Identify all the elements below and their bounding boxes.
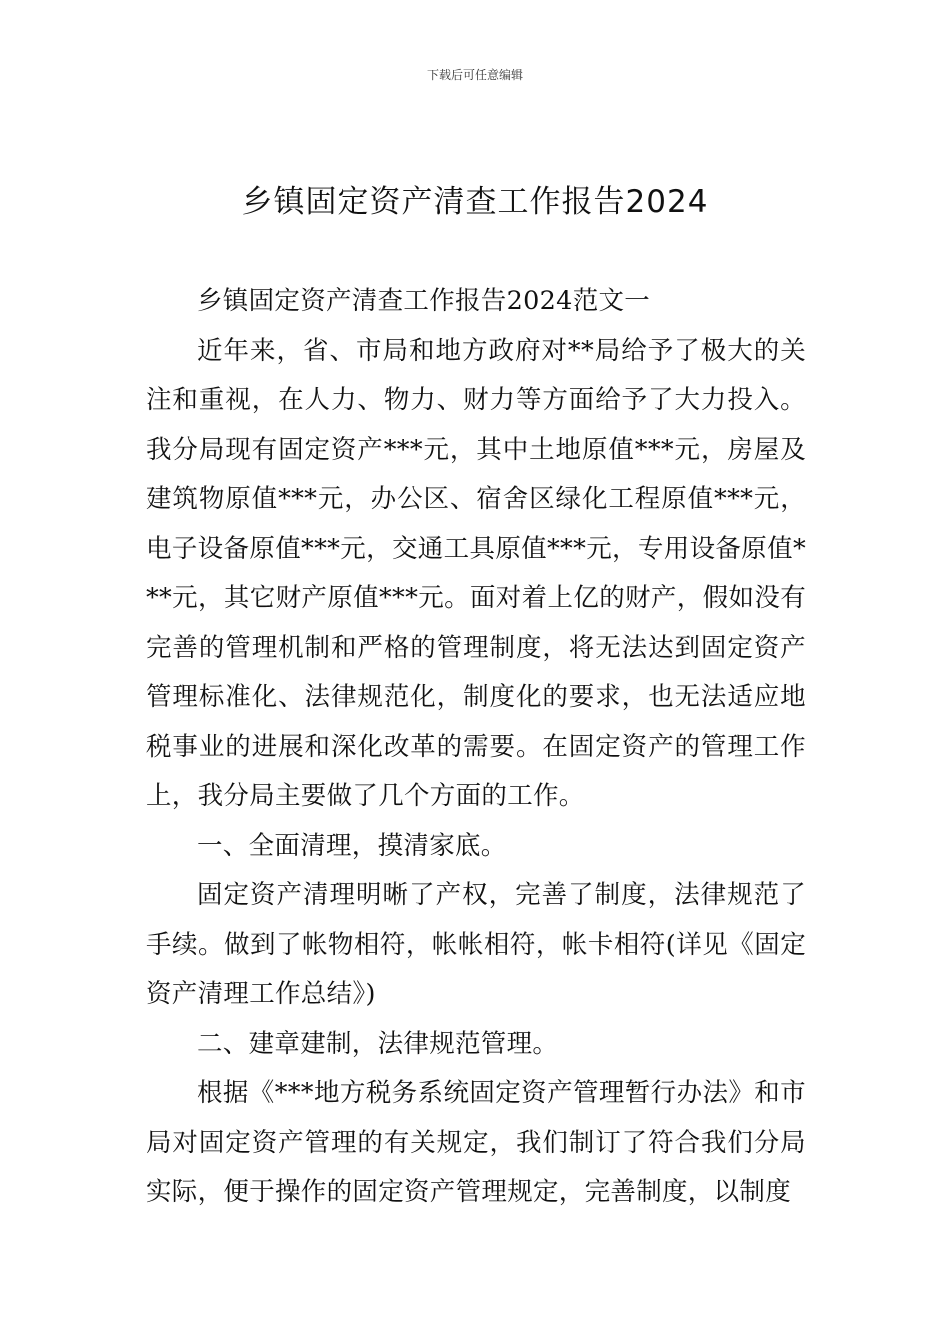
paragraph-subtitle: 乡镇固定资产清查工作报告2024范文一 <box>197 286 651 316</box>
paragraph-section-2: 根据《***地方税务系统固定资产管理暂行办法》和市局对固定资产管理的有关规定，我们制订了符合我们分局实际，便于操作的固定资产管理规定，完善制度，以制度 <box>146 1078 806 1207</box>
section-heading-1: 一、全面清理，摸清家底。 <box>197 830 507 861</box>
paragraph-intro: 近年来，省、市局和地方政府对**局给予了极大的关注和重视，在人力、物力、财力等方面给予了大力投入。我分局现有固定资产***元，其中土地原值***元，房屋及建筑物原值***元，办公区、宿舍区绿化工程原值***元，电子设备原值***元，交通工具原值***元，专用设备原值***元，其它财产原值***元。面对着上亿的财产，假如没有完善的管理机制和严格的管理制度，将无法达到固定资产管理标准化、法律规范化，制度化的要求，也无法适应地税事业的进展和深化改革的需要。在固定资产的管理工作上，我分局主要做了几个方面的工作。 <box>146 335 806 811</box>
document-body <box>146 277 806 1218</box>
paragraph-section-1: 固定资产清理明晰了产权，完善了制度，法律规范了手续。做到了帐物相符，帐帐相符，帐卡相符(详见《固定资产清理工作总结》) <box>146 880 806 1009</box>
document-title: 乡镇固定资产清查工作报告2024 <box>241 184 709 220</box>
header-note: 下载后可任意编辑 <box>426 68 523 82</box>
section-heading-2: 二、建章建制，法律规范管理。 <box>197 1028 559 1059</box>
